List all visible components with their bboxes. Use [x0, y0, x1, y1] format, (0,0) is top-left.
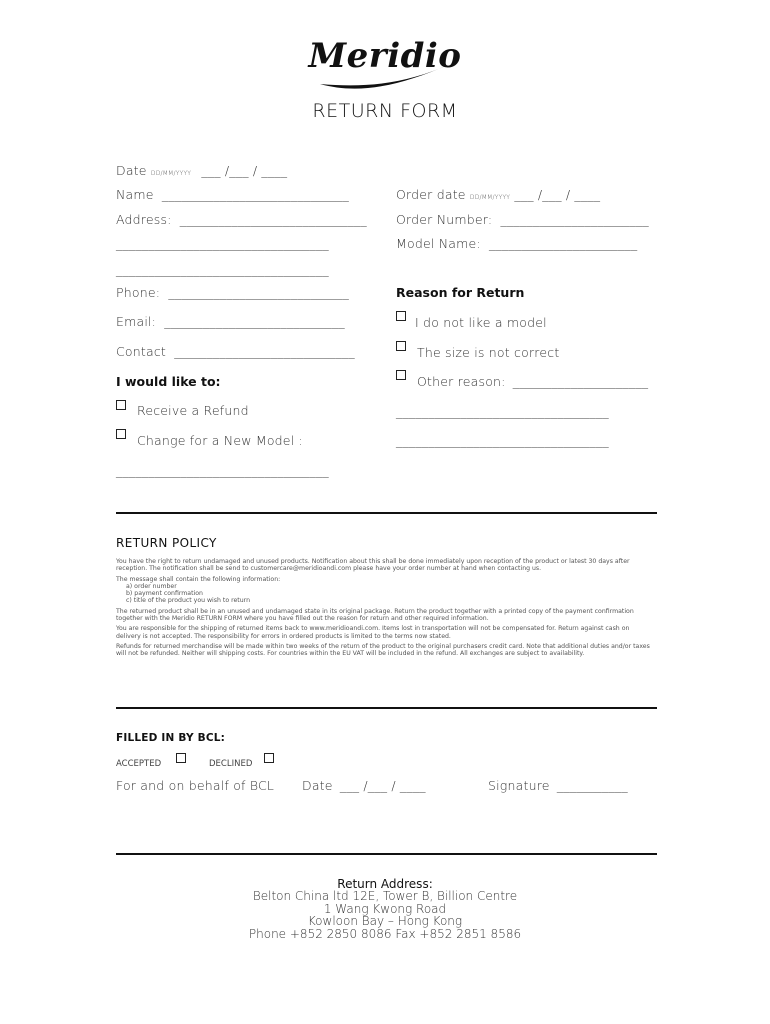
reason-line-2[interactable]: _________________________________	[396, 404, 609, 419]
order-number-label: Order Number:	[396, 212, 493, 227]
policy-list-item: c) title of the product you wish to return	[126, 597, 250, 605]
policy-paragraph: You have the right to return undamaged and unused products. Notification about this shall be done immediately upon reception of the product or latest 30 days after reception. The notification shall be send to customercare@meridioandi.com please have your order number at hand when contacting us.	[116, 558, 630, 573]
order-date-format-hint: DD/MM/YYYY	[469, 194, 511, 201]
address-field[interactable]	[116, 212, 367, 227]
order-date-blank: ___ /___ / ____	[514, 187, 601, 202]
policy-heading: RETURN POLICY	[116, 536, 217, 550]
declined-label: DECLINED	[209, 759, 253, 769]
would-like-heading: I would like to:	[116, 374, 221, 389]
date-blank: ___ /___ / ____	[201, 163, 288, 178]
address-line-3[interactable]: _________________________________	[116, 262, 329, 277]
declined-checkbox[interactable]	[264, 753, 274, 763]
phone-blank: ____________________________	[168, 285, 349, 300]
return-address-line: Kowloon Bay – Hong Kong	[307, 914, 463, 929]
bcl-date-blank: ___ /___ / ____	[339, 778, 426, 793]
signature-field[interactable]	[488, 778, 628, 793]
reason-other-checkbox[interactable]	[396, 370, 406, 380]
name-field[interactable]	[116, 187, 349, 202]
order-date-field[interactable]	[396, 187, 600, 202]
return-address-line: 1 Wang Kwong Road	[323, 901, 447, 916]
return-address-phone: Phone +852 2850 8086 Fax +852 2851 8586	[248, 926, 522, 941]
bcl-heading: FILLED IN BY BCL:	[116, 732, 226, 744]
policy-list-item: b) payment confirmation	[126, 590, 203, 598]
name-blank: _____________________________	[161, 187, 349, 202]
policy-list-item: a) order number	[126, 582, 177, 590]
behalf-label: For and on behalf of BCL	[116, 778, 275, 793]
policy-text	[116, 558, 656, 661]
date-field[interactable]	[116, 163, 287, 178]
phone-field[interactable]	[116, 285, 349, 300]
reason-dislike-checkbox[interactable]	[396, 311, 406, 321]
logo-text: Meridio	[308, 36, 462, 76]
accepted-label: ACCEPTED	[116, 759, 162, 769]
contact-blank: ____________________________	[174, 344, 355, 359]
change-model-option-label: Change for a New Model :	[137, 433, 303, 448]
address-line-2[interactable]: _________________________________	[116, 236, 329, 251]
reason-other-field[interactable]	[417, 374, 648, 389]
logo-swoosh-icon	[316, 58, 456, 92]
contact-field[interactable]	[116, 344, 355, 359]
name-label: Name	[116, 187, 154, 202]
phone-label: Phone:	[116, 285, 161, 300]
date-format-hint: DD/MM/YYYY	[150, 170, 192, 177]
policy-paragraph: The returned product shall be in an unused and undamaged state in its original package. Return the product together with a printed copy of the payment confirmation together with the Meridio RETURN FORM where you have filled out the reason for return and other required information.	[116, 607, 634, 623]
model-name-label: Model Name:	[396, 236, 481, 251]
email-blank: ____________________________	[164, 314, 345, 329]
signature-label: Signature	[488, 778, 550, 793]
address-label: Address:	[116, 212, 172, 227]
reason-line-3[interactable]: _________________________________	[396, 433, 609, 448]
return-address	[0, 878, 770, 940]
reason-dislike-label: I do not like a model	[415, 315, 547, 330]
change-model-checkbox[interactable]	[116, 429, 126, 439]
return-address-line: Belton China ltd 12E, Tower B, Billion Centre	[252, 889, 518, 904]
reason-size-checkbox[interactable]	[396, 341, 406, 351]
policy-paragraph: The message shall contain the following information:	[116, 575, 281, 583]
return-address-heading: Return Address:	[337, 877, 433, 891]
policy-paragraph: You are responsible for the shipping of returned items back to www.meridioandi.com. Items lost in transportation will not be compensated for. Return against cash on delivery is not accepted. The responsibility for errors in ordered products is limited to the terms now stated.	[116, 625, 630, 640]
bcl-date-label: Date	[302, 778, 333, 793]
refund-option-label: Receive a Refund	[137, 403, 249, 418]
order-number-blank: _______________________	[500, 212, 649, 227]
change-model-blank[interactable]: _________________________________	[116, 463, 329, 478]
refund-checkbox[interactable]	[116, 400, 126, 410]
model-name-blank: _______________________	[488, 236, 638, 251]
divider-3	[116, 853, 657, 855]
policy-paragraph: Refunds for returned merchandise will be made within two weeks of the return of the product to the original purchasers credit card. Note that additional duties and/or taxes will not be refunded. Neither will shipping costs. For countries within the EU VAT will be included in the refund. All exchanges are subject to availability.	[116, 642, 650, 658]
bcl-date-field[interactable]	[302, 778, 426, 793]
reason-other-label: Other reason:	[417, 374, 506, 389]
email-label: Email:	[116, 314, 157, 329]
signature-blank: ___________	[556, 778, 628, 793]
contact-label: Contact	[116, 344, 167, 359]
reason-size-label: The size is not correct	[417, 345, 560, 360]
reason-heading: Reason for Return	[396, 285, 525, 300]
order-date-label: Order date	[396, 187, 466, 202]
order-number-field[interactable]	[396, 212, 649, 227]
model-name-field[interactable]	[396, 236, 637, 251]
divider-2	[116, 707, 657, 709]
page-title: RETURN FORM	[312, 100, 458, 122]
divider-1	[116, 512, 657, 514]
address-blank: _____________________________	[179, 212, 367, 227]
email-field[interactable]	[116, 314, 345, 329]
reason-other-blank: _____________________	[512, 374, 649, 389]
accepted-checkbox[interactable]	[176, 753, 186, 763]
date-label: Date	[116, 163, 147, 178]
